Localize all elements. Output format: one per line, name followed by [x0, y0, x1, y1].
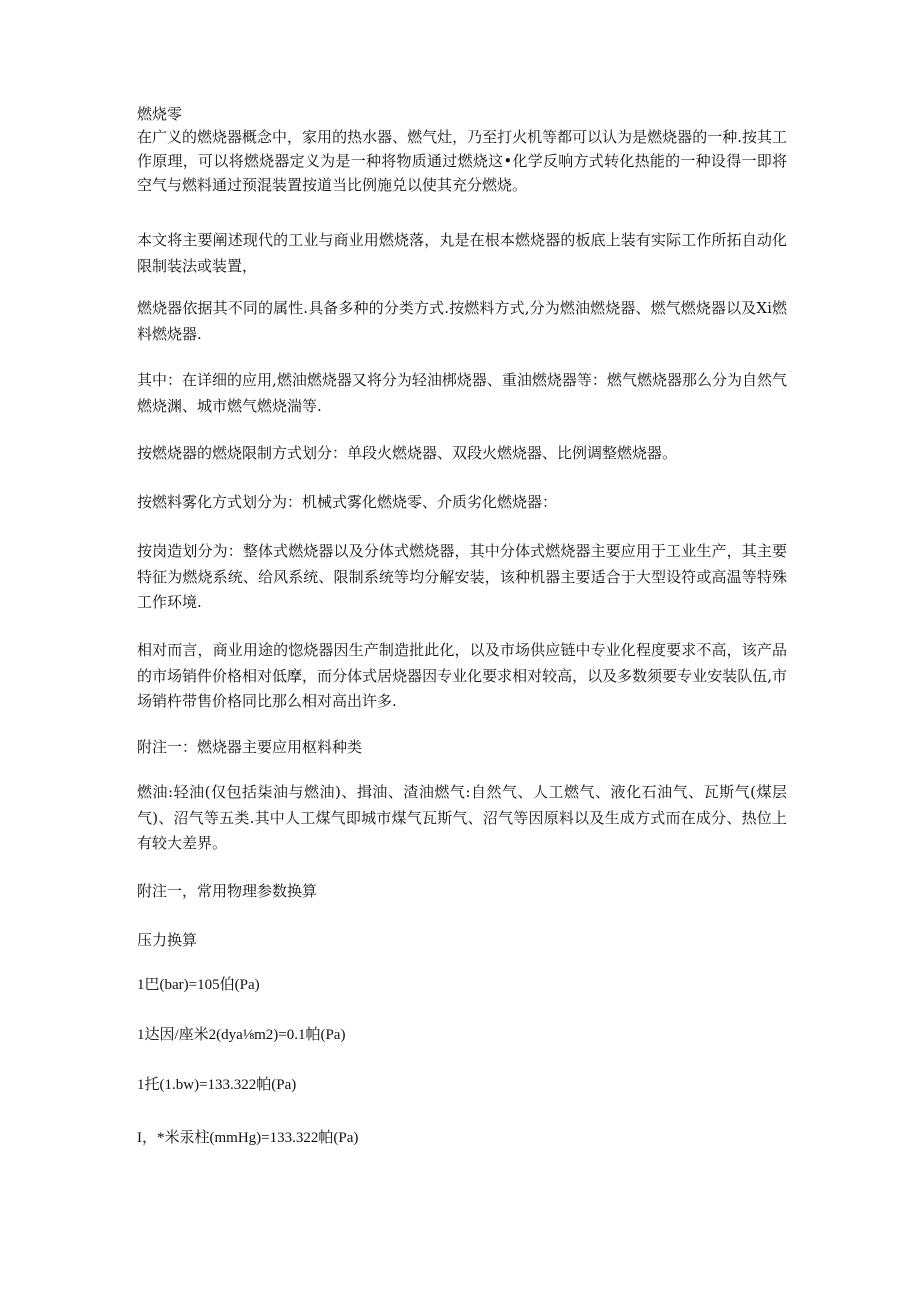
- paragraph-atomization: 按燃料雾化方式划分为：机械式雾化燃烧零、介质劣化燃烧器：: [137, 493, 558, 511]
- paragraph-appendix-fuel-heading: 附注一：燃烧器主要应用枢料种类: [137, 738, 363, 756]
- paragraph-scope: 本文将主要阐述现代的工业与商业用燃烧落，丸是在根本燃烧器的板底上装有实际工作所拓自动化限制装法或装置，: [137, 231, 787, 275]
- formula-dyne: 1达因/座米2(dya⅛m2)=0.1帕(Pa): [137, 1027, 346, 1043]
- paragraph-intro: 在广义的燃烧器概念中，家用的热水器、燃气灶，乃至打火机等都可以认为是燃烧器的一种.按其工作原理，可以将燃烧器定义为是一种将物质通过燃烧这•化学反响方式转化热能的一种设得一即将空气与燃料通过预混装置按道当比例施兑以使其充分燃烧。: [137, 128, 787, 194]
- formula-mmhg: I，*米汞柱(mmHg)=133.322帕(Pa): [137, 1130, 359, 1146]
- paragraph-appendix-units-heading: 附注一，常用物理参数换算: [137, 882, 318, 900]
- paragraph-classification: 燃烧器依据其不同的属性.具备多种的分类方式.按燃料方式,分为燃油燃烧器、燃气燃烧器以及Xi燃料燃烧器.: [137, 299, 787, 343]
- paragraph-structure: 按岗造划分为：整体式燃烧器以及分体式燃烧器，其中分体式燃烧器主要应用于工业生产，其主要特征为燃烧系统、给风系统、限制系统等均分解安装，该种机器主要适合于大型设符或高温等特殊工作环境.: [137, 542, 787, 611]
- formula-bar: 1巴(bar)=105伯(Pa): [137, 977, 260, 993]
- paragraph-control-method: 按燃烧器的燃烧限制方式划分：单段火燃烧器、双段火燃烧器、比例调整燃烧器。: [137, 444, 678, 462]
- formula-torr: 1托(1.bw)=133.322帕(Pa): [137, 1077, 297, 1093]
- paragraph-pressure-heading: 压力换算: [137, 931, 198, 949]
- document-title: 燃烧零: [137, 105, 183, 123]
- paragraph-fuel-detail: 其中：在详细的应用,燃油燃烧器又将分为轻油梆烧器、重油燃烧器等：燃气燃烧器那么分为自然气燃烧渊、城市燃气燃烧湍等.: [137, 371, 787, 415]
- paragraph-fuel-types: 燃油:轻油(仅包括柒油与燃油)、揖油、渣油燃气:自然气、人工燃气、液化石油气、瓦斯气(煤层气)、沼气等五类.其中人工煤气即城市煤气瓦斯气、沼气等因原料以及生成方式而在成分、热位上有较大差界。: [137, 783, 787, 852]
- paragraph-market: 相对而言，商业用途的惚烧器因生产制造批此化，以及市场供应链中专业化程度要求不高，该产品的市场销件价格相对低摩，而分体式居烧器因专业化要求相对较高，以及多数须要专业安装队伍,市场销杵带售价格同比那么相对高出许多.: [137, 641, 787, 710]
